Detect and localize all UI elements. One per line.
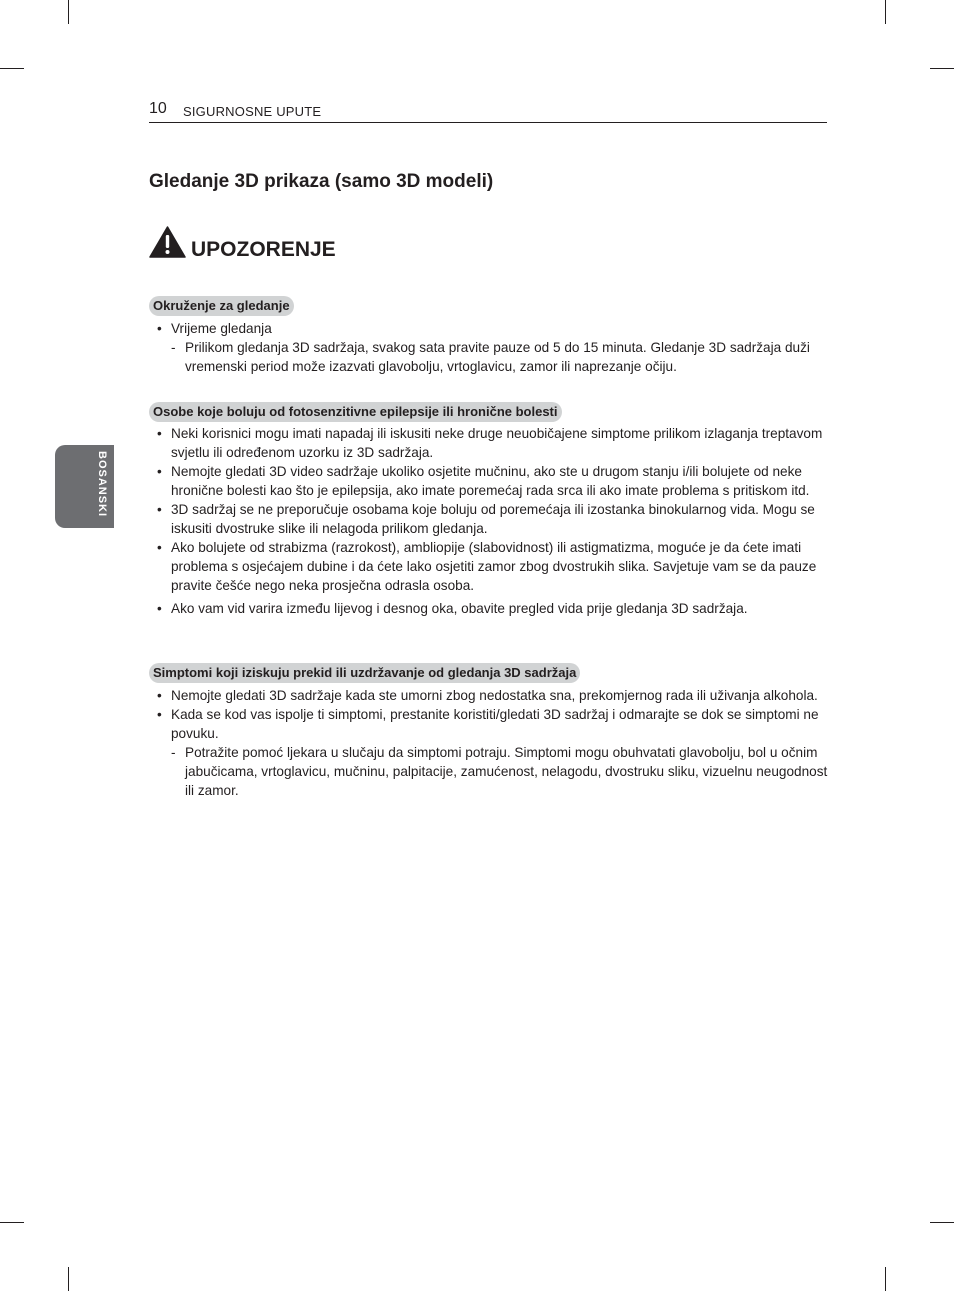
list-item-text: Vrijeme gledanja <box>171 321 272 336</box>
warning-triangle-icon <box>149 226 186 258</box>
crop-mark <box>68 1267 69 1291</box>
sub-item-text: Potražite pomoć ljekara u slučaju da simptomi potraju. Simptomi mogu obuhvatati glavobolju, bol u očnim jabučicama, vrtoglavicu, mučninu, palpitacije, zamućenost, nelagodu, dvostruku sliku, vizuelnu neugodnost ili zamor. <box>185 745 828 798</box>
page-number: 10 <box>149 100 167 117</box>
bullet-glyph: • <box>157 688 162 703</box>
warning-label: UPOZORENJE <box>191 238 336 261</box>
header-section-name: SIGURNOSNE UPUTE <box>183 104 322 119</box>
bullet-glyph: • <box>157 502 162 517</box>
list-item <box>149 686 829 705</box>
crop-mark <box>930 1222 954 1223</box>
bullet-glyph: • <box>157 426 162 441</box>
dash-glyph: - <box>171 745 176 760</box>
bullet-glyph: • <box>157 321 162 336</box>
bullet-glyph: • <box>157 464 162 479</box>
section-heading: Simptomi koji iziskuju prekid ili uzdržavanje od gledanja 3D sadržaja <box>149 663 580 683</box>
list-item-text: Kada se kod vas ispolje ti simptomi, prestanite koristiti/gledati 3D sadržaj i odmarajte se dok se simptomi ne povuku. <box>171 707 819 741</box>
bullet-glyph: • <box>157 540 162 555</box>
list-item-text: 3D sadržaj se ne preporučuje osobama koje boluju od poremećaja ili izostanka binokularnog vida. Mogu se iskusiti dvostruke slike ili nelagoda prilikom gledanja. <box>171 502 815 536</box>
list-item <box>149 538 829 595</box>
sub-item <box>149 743 829 800</box>
page-title: Gledanje 3D prikaza (samo 3D modeli) <box>149 171 494 192</box>
list-item <box>149 424 829 462</box>
list-item <box>149 500 829 538</box>
list-item-text: Nemojte gledati 3D video sadržaje ukoliko osjetite mučninu, ako ste u drugom stanju i/ili bolujete od neke hronične bolesti kao što je epilepsija, ako imate poremećaj rada srca ili ako imate problema s pritiskom itd. <box>171 464 810 498</box>
crop-mark <box>930 68 954 69</box>
dash-glyph: - <box>171 340 176 355</box>
bullet-glyph: • <box>157 601 162 616</box>
crop-mark <box>0 1222 24 1223</box>
section-heading: Okruženje za gledanje <box>149 296 294 316</box>
section-body <box>149 424 829 618</box>
list-item-text: Ako vam vid varira između lijevog i desnog oka, obavite pregled vida prije gledanja 3D sadržaja. <box>171 601 748 616</box>
crop-mark <box>68 0 69 24</box>
language-label: BOSANSKI <box>96 451 108 518</box>
section-body <box>149 686 829 800</box>
crop-mark <box>0 68 24 69</box>
section-heading: Osobe koje boluju od fotosenzitivne epilepsije ili hronične bolesti <box>149 402 562 422</box>
sub-item <box>149 338 829 376</box>
section-body <box>149 319 829 376</box>
page-header <box>149 100 827 123</box>
crop-mark <box>885 1267 886 1291</box>
list-item <box>149 319 829 338</box>
sub-item-text: Prilikom gledanja 3D sadržaja, svakog sata pravite pauze od 5 do 15 minuta. Gledanje 3D sadržaja duži vremenski period može izazvati glavobolju, vrtoglavicu, zamor ili naprezanje očiju. <box>185 340 810 374</box>
list-item-text: Ako bolujete od strabizma (razrokost), ambliopije (slabovidnost) ili astigmatizma, moguće je da ćete imati problema s osjećajem dubine i da ćete lako osjetiti zamor zbog dvostrukih slika. Savjetuje vam se da pauze pravite češće nego neka prosječna odrasla osoba. <box>171 540 817 593</box>
bullet-glyph: • <box>157 707 162 722</box>
list-item <box>149 705 829 743</box>
language-side-tab <box>55 445 114 528</box>
list-item <box>149 462 829 500</box>
list-item <box>149 599 829 618</box>
crop-mark <box>885 0 886 24</box>
list-item-text: Nemojte gledati 3D sadržaje kada ste umorni zbog nedostatka sna, prekomjernog rada ili uživanja alkohola. <box>171 688 818 703</box>
list-item-text: Neki korisnici mogu imati napadaj ili iskusiti neke druge neuobičajene simptome prilikom izlaganja treptavom svjetlu ili određenom uzorku iz 3D sadržaja. <box>171 426 823 460</box>
